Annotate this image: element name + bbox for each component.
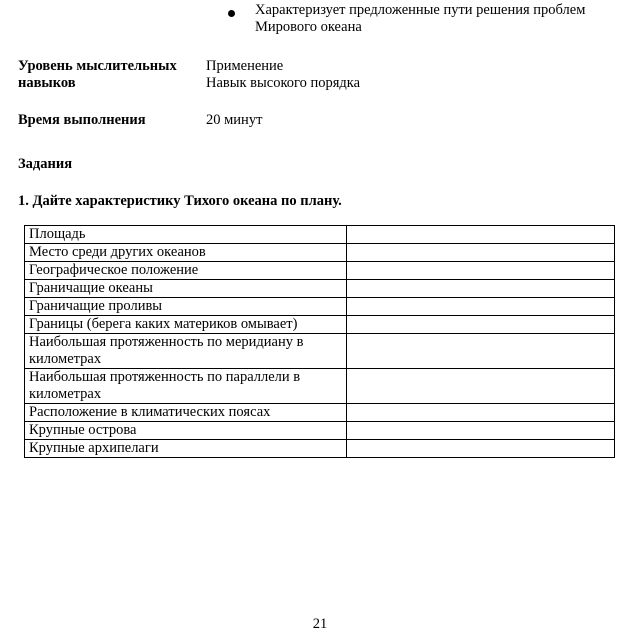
table-row [25,244,615,262]
plan-criterion-text: километрах [29,351,102,367]
plan-criterion-text: Крупные острова [29,422,137,438]
plan-table [24,225,615,458]
plan-criterion-cell [25,334,347,369]
skills-label-line-2: навыков [18,75,76,91]
skills-value [206,58,360,92]
plan-answer-cell[interactable] [347,404,615,422]
skills-value-line-1: Применение [206,58,284,74]
plan-criterion-text: Граничащие океаны [29,280,153,296]
plan-criterion-cell [25,422,347,440]
table-row [25,422,615,440]
plan-answer-cell[interactable] [347,316,615,334]
bullet-line-1: Характеризует предложенные пути решения проблем [255,2,586,18]
table-row [25,226,615,244]
table-row [25,298,615,316]
plan-criterion-text: Географическое положение [29,262,199,278]
plan-criterion-cell [25,226,347,244]
bullet-dot-icon [228,10,235,17]
plan-answer-cell[interactable] [347,226,615,244]
plan-answer-cell[interactable] [347,244,615,262]
plan-criterion-text: Границы (берега каких материков омывает) [29,316,298,332]
plan-criterion-text: Граничащие проливы [29,298,163,314]
plan-criterion-text: Наибольшая протяженность по меридиану в [29,334,304,350]
plan-criterion-text: Площадь [29,226,86,242]
plan-criterion-text: километрах [29,386,102,402]
plan-criterion-cell [25,404,347,422]
bullet-line-2: Мирового океана [255,19,362,35]
plan-answer-cell[interactable] [347,298,615,316]
table-row [25,262,615,280]
plan-answer-cell[interactable] [347,280,615,298]
skills-label-line-1: Уровень мыслительных [18,58,177,74]
time-value: 20 минут [206,112,263,128]
table-row [25,316,615,334]
table-row [25,369,615,404]
plan-criterion-text: Наибольшая протяженность по параллели в [29,369,301,385]
skills-value-line-2: Навык высокого порядка [206,75,361,91]
plan-criterion-cell [25,298,347,316]
task-1-title: 1. Дайте характеристику Тихого океана по плану. [18,193,342,209]
plan-criterion-cell [25,369,347,404]
table-row [25,404,615,422]
plan-answer-cell[interactable] [347,369,615,404]
time-label: Время выполнения [18,112,146,128]
plan-criterion-cell [25,440,347,458]
plan-answer-cell[interactable] [347,422,615,440]
plan-answer-cell[interactable] [347,440,615,458]
plan-criterion-text: Крупные архипелаги [29,440,159,456]
table-row [25,440,615,458]
plan-answer-cell[interactable] [347,262,615,280]
table-row [25,334,615,369]
plan-criterion-text: Место среди других океанов [29,244,206,260]
plan-criterion-cell [25,244,347,262]
bullet-text [255,2,635,36]
tasks-heading: Задания [18,156,73,172]
plan-criterion-cell [25,316,347,334]
plan-answer-cell[interactable] [347,334,615,369]
page-number: 21 [312,616,328,632]
plan-criterion-cell [25,280,347,298]
plan-criterion-cell [25,262,347,280]
plan-criterion-text: Расположение в климатических поясах [29,404,271,420]
table-row [25,280,615,298]
skills-label [18,58,177,92]
